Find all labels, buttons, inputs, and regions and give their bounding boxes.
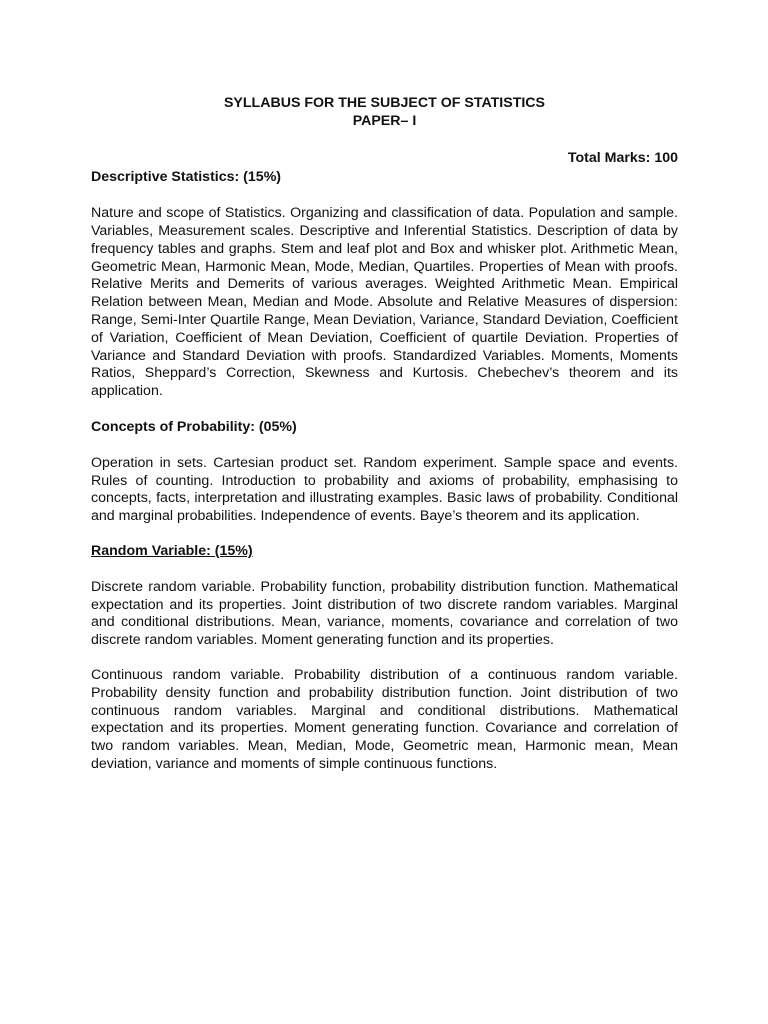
section-heading-concepts-of-probability: Concepts of Probability: (05%) [91,418,297,435]
section-paragraph-concepts-of-probability: Operation in sets. Cartesian product set. Random experiment. Sample space and events. Rules of counting. Introduction to probability and axioms of probability, emphasising to concepts, facts, interpretation and illustrating examples. Basic laws of probability. Conditional and marginal probabilities. Independence of events. Baye’s theorem and its application. [91,454,678,525]
total-marks: Total Marks: 100 [567,149,678,166]
section-heading-descriptive-statistics: Descriptive Statistics: (15%) [91,169,282,186]
section-paragraph-continuous-random-variable: Continuous random variable. Probability distribution of a continuous random variable. Probability density function and probability distribution function. Joint distribution of two continuous random variables. Marginal and conditional distributions. Mathematical expectation and its properties. Moment generating function. Covariance and correlation of two random variables. Mean, Median, Mode, Geometric mean, Harmonic mean, Mean deviation, variance and moments of simple continuous functions. [91,666,678,772]
section-paragraph-descriptive-statistics: Nature and scope of Statistics. Organizing and classification of data. Population and sample. Variables, Measurement scales. Descriptive and Inferential Statistics. Description of data by frequency tables and graphs. Stem and leaf plot and Box and whisker plot. Arithmetic Mean, Geometric Mean, Harmonic Mean, Mode, Median, Quartiles. Properties of Mean with proofs. Relative Merits and Demerits of various averages. Weighted Arithmetic Mean. Empirical Relation between Mean, Median and Mode. Absolute and Relative Measures of dispersion: Range, Semi-Inter Quartile Range, Mean Deviation, Variance, Standard Deviation, Coefficient of Variation, Coefficient of Mean Deviation, Coefficient of quartile Deviation. Properties of Variance and Standard Deviation with proofs. Standardized Variables. Moments, Moments Ratios, Sheppard’s Correction, Skewness and Kurtosis. Chebechev’s theorem and its application. [91,205,678,400]
document-title: SYLLABUS FOR THE SUBJECT OF STATISTICS [223,95,546,111]
section-paragraph-discrete-random-variable: Discrete random variable. Probability function, probability distribution function. Mathematical expectation and its properties. Joint distribution of two discrete random variables. Marginal and conditional distributions. Mean, variance, moments, covariance and correlation of two discrete random variables. Moment generating function and its properties. [91,578,678,649]
paper-number: PAPER– I [352,112,417,129]
section-heading-random-variable: Random Variable: (15%) [91,542,253,559]
document-page [91,95,678,774]
